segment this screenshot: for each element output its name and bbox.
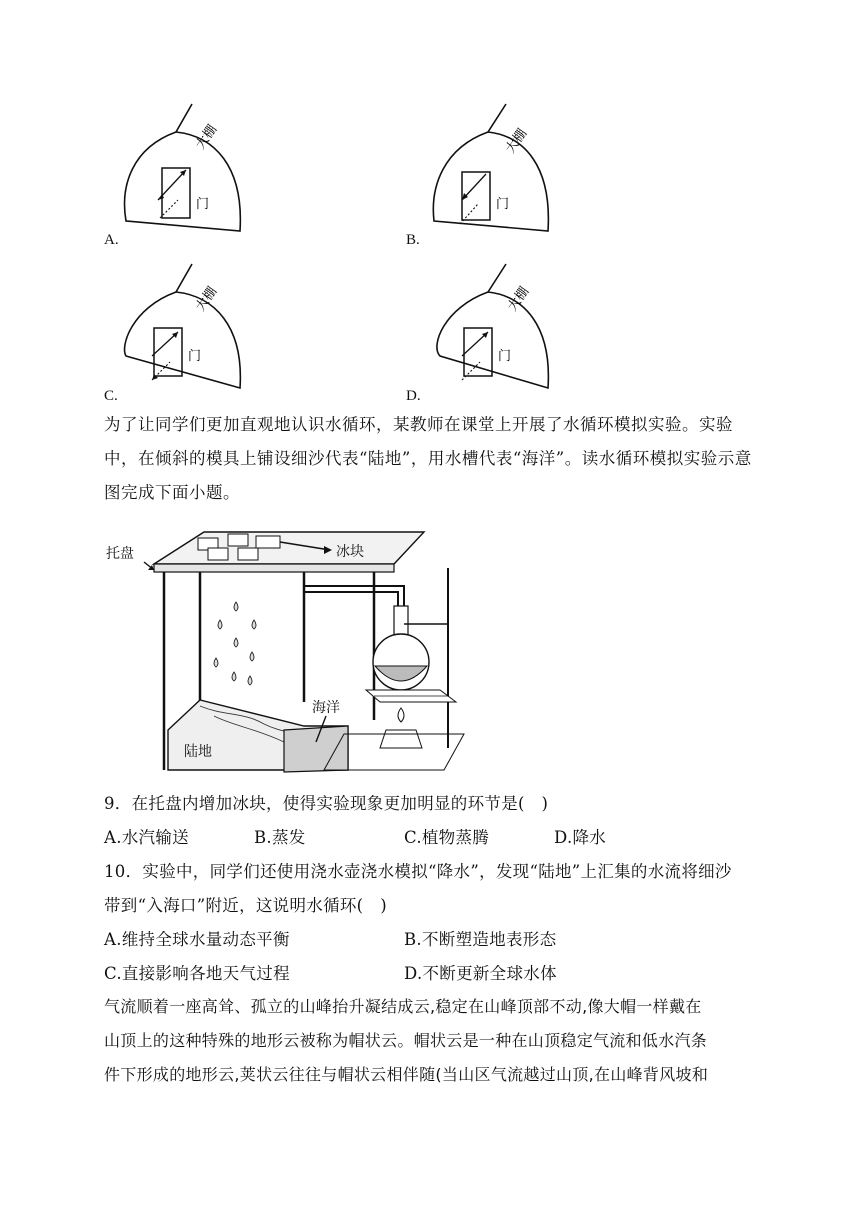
question-10-stem-line2: 带到“入海口”附近，这说明水循环( ) <box>104 896 387 915</box>
intro-paragraph: 为了让同学们更加直观地认识水循环，某教师在课堂上开展了水循环模拟实验。实验中，在倾斜的模具上铺设细沙代表“陆地”，用水槽代表“海洋”。读水循环模拟实验示意图完成下面小题。 <box>104 415 752 502</box>
q9-option-c[interactable]: C.植物蒸腾 <box>404 828 490 847</box>
greenhouse-diagram-b <box>406 96 566 246</box>
q10-option-d[interactable]: D.不断更新全球水体 <box>404 964 557 983</box>
q9-option-a[interactable]: A.水汽输送 <box>104 828 189 847</box>
ocean-label: 海洋 <box>312 700 340 716</box>
greenhouse-diagram-c <box>104 256 264 406</box>
shed-label-d: 大棚 <box>504 284 533 315</box>
passage-line-2: 山顶上的这种特殊的地形云被称为帽状云。帽状云是一种在山顶稳定气流和低水汽条 <box>104 1031 708 1050</box>
shed-label-a: 大棚 <box>192 122 221 153</box>
q10-option-c[interactable]: C.直接影响各地天气过程 <box>104 964 290 983</box>
option-letter-d: D. <box>406 388 421 404</box>
option-letter-c: C. <box>104 388 118 404</box>
land-label: 陆地 <box>184 744 212 760</box>
door-label-d: 门 <box>498 349 512 364</box>
ice-label: 冰块 <box>336 544 364 560</box>
passage-line-1: 气流顺着一座高耸、孤立的山峰抬升凝结成云,稳定在山峰顶部不动,像大帽一样戴在 <box>104 997 702 1016</box>
greenhouse-option-a <box>104 96 264 256</box>
q9-option-d[interactable]: D.降水 <box>554 828 607 847</box>
door-label-c: 门 <box>188 349 202 364</box>
q10-option-b[interactable]: B.不断塑造地表形态 <box>404 930 557 949</box>
door-label-b: 门 <box>496 197 510 212</box>
question-10-stem-line1: 10．实验中，同学们还使用浇水壶浇水模拟“降水”，发现“陆地”上汇集的水流将细沙 <box>104 862 732 881</box>
door-label-a: 门 <box>196 197 210 212</box>
greenhouse-option-c <box>104 256 264 416</box>
greenhouse-option-d <box>406 256 566 416</box>
option-letter-b: B. <box>406 232 420 248</box>
greenhouse-option-b <box>406 96 566 256</box>
shed-label-c: 大棚 <box>192 284 221 315</box>
option-letter-a: A. <box>104 232 119 248</box>
q10-option-a[interactable]: A.维持全球水量动态平衡 <box>104 930 290 949</box>
greenhouse-diagram-d <box>406 256 566 406</box>
passage-line-3: 件下形成的地形云,荚状云往往与帽状云相伴随(当山区气流越过山顶,在山峰背风坡和 <box>104 1065 709 1084</box>
shed-label-b: 大棚 <box>502 126 531 157</box>
question-9-stem: 9．在托盘内增加冰块，使得实验现象更加明显的环节是( ) <box>104 794 549 813</box>
water-cycle-figure <box>104 520 484 780</box>
water-cycle-diagram <box>104 520 484 780</box>
tray-label: 托盘 <box>106 546 134 562</box>
q9-option-b[interactable]: B.蒸发 <box>254 828 306 847</box>
greenhouse-diagram-a <box>104 96 264 246</box>
